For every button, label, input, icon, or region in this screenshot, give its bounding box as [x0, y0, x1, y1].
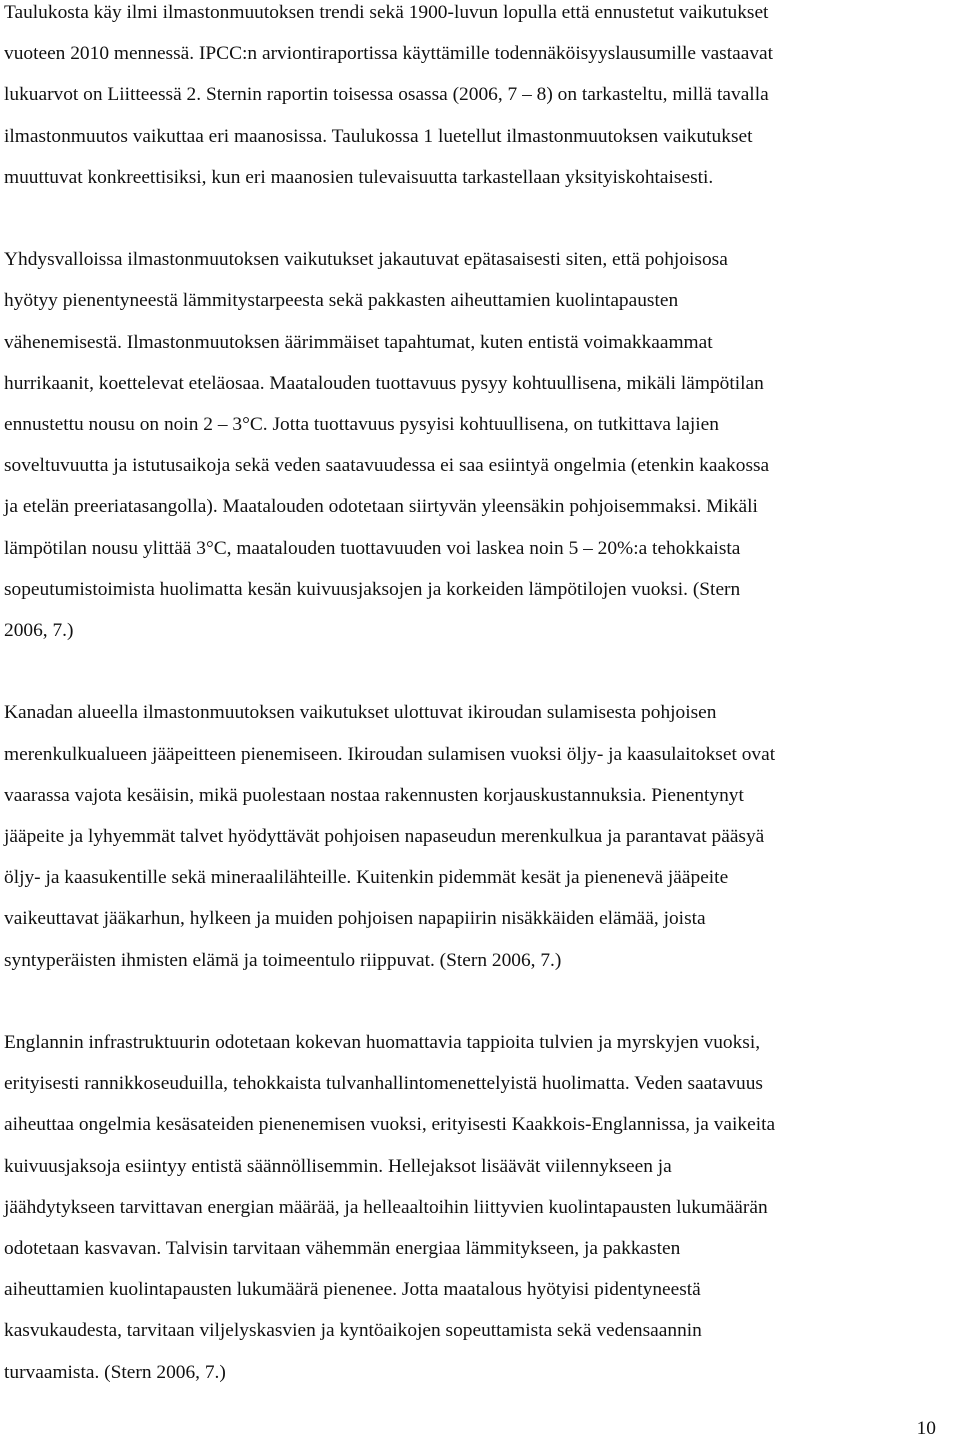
- document-body: [4, 0, 950, 1393]
- text-line: syntyperäisten ihmisten elämä ja toimeentulo riippuvat. (Stern 2006, 7.): [4, 949, 562, 971]
- text-line: hurrikaanit, koettelevat eteläosaa. Maatalouden tuottavuus pysyy kohtuullisena, mikäli lämpötilan: [4, 372, 764, 394]
- text-line: sopeutumistoimista huolimatta kesän kuivuusjaksojen ja korkeiden lämpötilojen vuoksi. (Stern: [4, 578, 741, 600]
- text-line: 2006, 7.): [4, 620, 74, 642]
- paragraph-england: [4, 1022, 950, 1393]
- text-line: öljy- ja kaasukentille sekä mineraalilähteille. Kuitenkin pidemmät kesät ja pienenevä jääpeite: [4, 867, 729, 889]
- paragraph-intro: [4, 0, 950, 198]
- text-line: odotetaan kasvavan. Talvisin tarvitaan vähemmän energiaa lämmitykseen, ja pakkasten: [4, 1238, 681, 1260]
- text-line: vuoteen 2010 mennessä. IPCC:n arviontiraportissa käyttämille todennäköisyyslausumille vastaavat: [4, 43, 774, 65]
- text-line: merenkulkualueen jääpeitteen pienemiseen. Ikiroudan sulamisen vuoksi öljy- ja kaasulaitokset ovat: [4, 743, 776, 765]
- text-line: kuivuusjaksoja esiintyy entistä säännöllisemmin. Hellejaksot lisäävät viilennykseen ja: [4, 1155, 672, 1177]
- text-line: lukuarvot on Liitteessä 2. Sternin raportin toisessa osassa (2006, 7 – 8) on tarkasteltu, millä tavalla: [4, 84, 769, 106]
- page-number: 10: [916, 1418, 936, 1439]
- text-line: soveltuvuutta ja istutusaikoja sekä veden saatavuudessa ei saa esiintyä ongelmia (etenkin kaakossa: [4, 455, 770, 477]
- text-line: aiheuttamien kuolintapausten lukumäärä pienenee. Jotta maatalous hyötyisi pidentyneestä: [4, 1279, 701, 1301]
- text-line: vaikeuttavat jääkarhun, hylkeen ja muiden pohjoisen napapiirin nisäkkäiden elämää, joista: [4, 908, 706, 930]
- text-line: lämpötilan nousu ylittää 3°C, maatalouden tuottavuuden voi laskea noin 5 – 20%:a tehokkaista: [4, 537, 741, 559]
- paragraph-usa: [4, 239, 950, 651]
- text-line: ja etelän preeriatasangolla). Maatalouden odotetaan siirtyvän yleensäkin pohjoisemmaksi. Mikäli: [4, 496, 758, 518]
- text-line: Kanadan alueella ilmastonmuutoksen vaikutukset ulottuvat ikiroudan sulamisesta pohjoisen: [4, 702, 717, 724]
- text-line: jäähdytykseen tarvittavan energian määrää, ja helleaaltoihin liittyvien kuolintapausten lukumäärän: [4, 1196, 768, 1218]
- text-line: ennustettu nousu on noin 2 – 3°C. Jotta tuottavuus pysyisi kohtuullisena, on tutkittava lajien: [4, 414, 719, 436]
- text-line: hyötyy pienentyneestä lämmitystarpeesta sekä pakkasten aiheuttamien kuolintapausten: [4, 290, 679, 312]
- text-line: Taulukosta käy ilmi ilmastonmuutoksen trendi sekä 1900-luvun lopulla että ennustetut vaikutukset: [4, 2, 769, 23]
- text-line: turvaamista. (Stern 2006, 7.): [4, 1361, 226, 1383]
- text-line: Englannin infrastruktuurin odotetaan kokevan huomattavia tappioita tulvien ja myrskyjen vuoksi,: [4, 1032, 761, 1054]
- text-line: vähenemisestä. Ilmastonmuutoksen äärimmäiset tapahtumat, kuten entistä voimakkaammat: [4, 331, 713, 353]
- paragraph-canada: [4, 692, 950, 980]
- text-line: erityisesti rannikkoseuduilla, tehokkaista tulvanhallintomenettelyistä huolimatta. Veden saatavuus: [4, 1073, 763, 1095]
- text-line: aiheuttaa ongelmia kesäsateiden pienenemisen vuoksi, erityisesti Kaakkois-Englannissa, ja vaikeita: [4, 1114, 776, 1136]
- text-line: vaarassa vajota kesäisin, mikä puolestaan nostaa rakennusten korjauskustannuksia. Pienentynyt: [4, 784, 744, 806]
- text-line: kasvukaudesta, tarvitaan viljelyskasvien ja kyntöaikojen sopeuttamista sekä vedensaannin: [4, 1320, 702, 1342]
- text-line: muuttuvat konkreettisiksi, kun eri maanosien tulevaisuutta tarkastellaan yksityiskohtaisesti.: [4, 166, 714, 188]
- text-line: ilmastonmuutos vaikuttaa eri maanosissa. Taulukossa 1 luetellut ilmastonmuutoksen vaikutukset: [4, 125, 753, 147]
- text-line: jääpeite ja lyhyemmät talvet hyödyttävät pohjoisen napaseudun merenkulkua ja parantavat pääsyä: [4, 826, 765, 848]
- text-line: Yhdysvalloissa ilmastonmuutoksen vaikutukset jakautuvat epätasaisesti siten, että pohjoisosa: [4, 249, 728, 271]
